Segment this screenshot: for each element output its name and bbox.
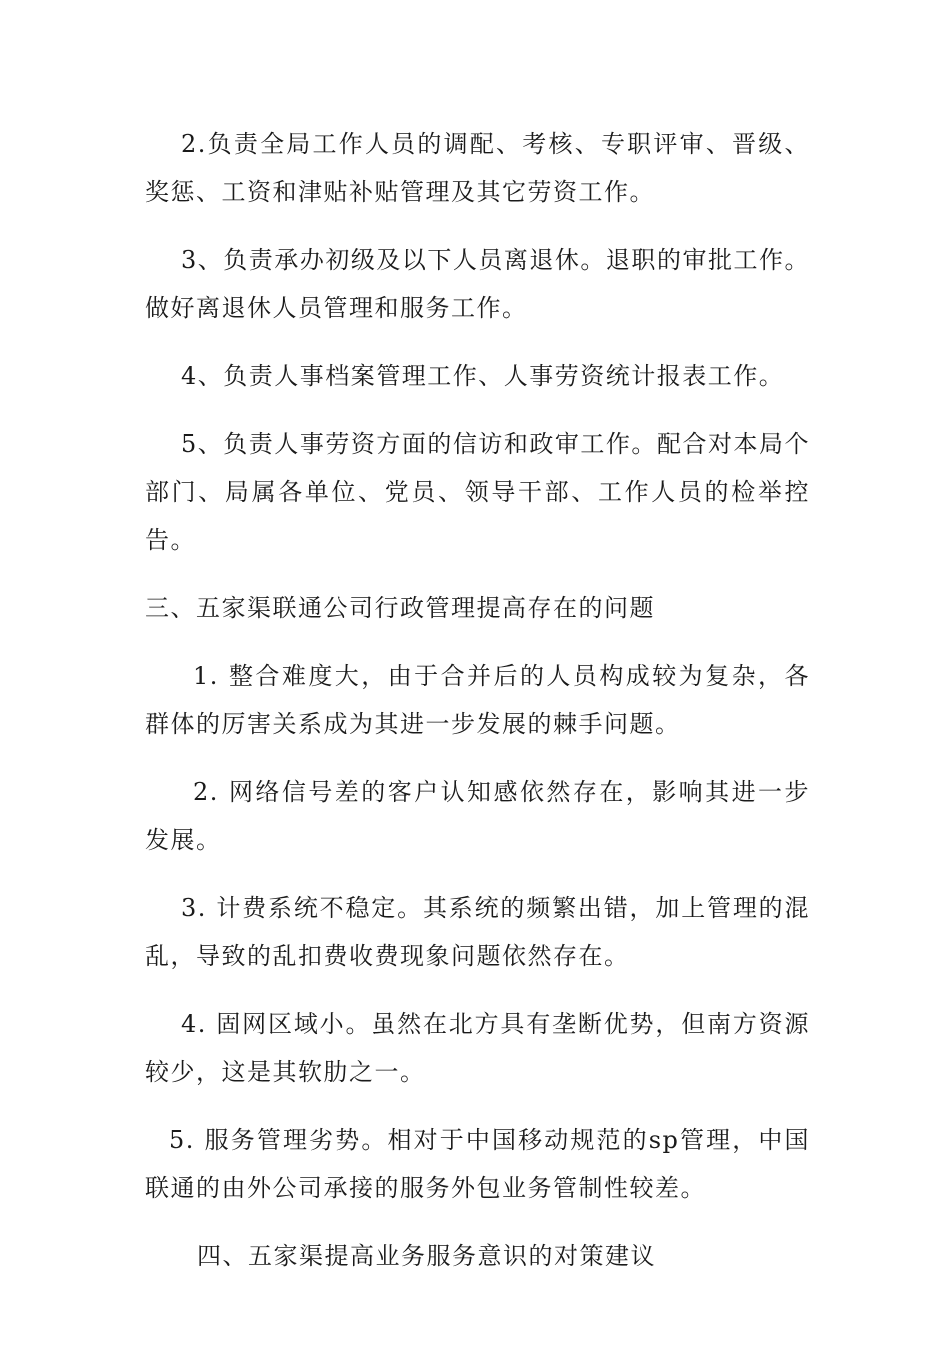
paragraph-problem-5: 5. 服务管理劣势。相对于中国移动规范的sp管理，中国联通的由外公司承接的服务外包业务管制性较差。 [145,1126,810,1202]
paragraph-duty-3: 3、负责承办初级及以下人员离退休。退职的审批工作。做好离退休人员管理和服务工作。 [145,246,810,322]
paragraph-problem-3: 3. 计费系统不稳定。其系统的频繁出错，加上管理的混乱，导致的乱扣费收费现象问题依然存在。 [145,894,810,970]
section-heading-3: 三、五家渠联通公司行政管理提高存在的问题 [145,594,655,622]
paragraph-problem-4: 4. 固网区域小。虽然在北方具有垄断优势，但南方资源较少，这是其软肋之一。 [145,1010,810,1086]
paragraph-problem-1: 1. 整合难度大，由于合并后的人员构成较为复杂，各群体的厉害关系成为其进一步发展的棘手问题。 [145,662,810,738]
paragraph-problem-2: 2. 网络信号差的客户认知感依然存在，影响其进一步发展。 [145,778,810,854]
paragraph-duty-4: 4、负责人事档案管理工作、人事劳资统计报表工作。 [181,362,785,390]
document-body [145,120,810,1300]
paragraph-duty-2: 2.负责全局工作人员的调配、考核、专职评审、晋级、奖惩、工资和津贴补贴管理及其它劳资工作。 [145,130,810,206]
paragraph-duty-5: 5、负责人事劳资方面的信访和政审工作。配合对本局个部门、局属各单位、党员、领导干部、工作人员的检举控告。 [145,430,810,554]
section-heading-4: 四、五家渠提高业务服务意识的对策建议 [197,1242,656,1270]
